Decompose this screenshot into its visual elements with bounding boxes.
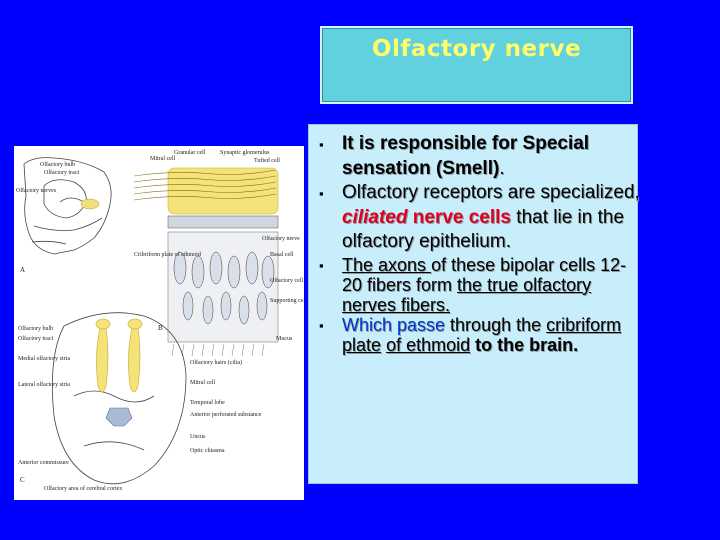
figure-label: Tufted cell <box>254 158 280 164</box>
figure-label: Synaptic glomerulus <box>220 150 270 156</box>
bullet-text: , <box>634 182 640 203</box>
slide-title: Olfactory nerve <box>371 36 582 62</box>
panel-b-cribriform-plate <box>168 216 278 228</box>
bullet-text: cribriform plate <box>342 314 622 355</box>
figure-label: Olfactory area of cerebral cortex <box>44 486 123 492</box>
bullet-text: to the brain. <box>475 334 579 355</box>
figure-label: Optic chiasma <box>190 448 225 454</box>
bullet-square-icon: ▪ <box>319 137 324 152</box>
panel-a-olfactory-region <box>81 199 99 209</box>
figure-label: Olfactory nerve <box>262 236 300 242</box>
figure-label: Granular cell <box>174 150 206 156</box>
bullet-text: Olfactory receptors are specialized <box>342 182 635 203</box>
bullet-text: The axons <box>342 254 432 275</box>
figure-label: Olfactory bulb <box>18 326 54 332</box>
bullet-text: of these bipolar cells 12-20 fibers form <box>342 254 627 295</box>
figure-label: Olfactory hairs (cilia) <box>190 360 242 366</box>
panel-c-optic-chiasma <box>106 408 132 426</box>
figure-label: Cribriform plate of ethmoid <box>134 252 201 258</box>
olfactory-anatomy-figure <box>14 146 304 500</box>
bullet-text-highlight: nerve cells <box>412 206 512 228</box>
panel-c-brain-outline <box>52 313 186 484</box>
figure-label: C <box>20 476 25 484</box>
figure-label: Olfactory nerves <box>16 188 57 194</box>
figure-label: A <box>20 266 26 274</box>
bullet-text: the true olfactory nerves fibers. <box>342 274 592 315</box>
figure-label: Lateral olfactory stria <box>18 382 70 388</box>
panel-b-bulb-layer <box>168 168 278 214</box>
figure-label: Anterior perforated substance <box>190 412 262 418</box>
bullet-square-icon: ▪ <box>319 317 324 333</box>
figure-label: Olfactory cell <box>270 278 304 284</box>
bullet-item <box>310 132 640 181</box>
figure-label: Anterior commissure <box>18 460 69 466</box>
bullet-list <box>310 132 640 355</box>
figure-label: Mitral cell <box>190 380 216 386</box>
figure-label: Olfactory bulb <box>40 162 76 168</box>
figure-label: Temporal lobe <box>190 400 225 406</box>
figure-label: Basal cell <box>270 252 294 258</box>
bullet-square-icon: ▪ <box>319 186 324 201</box>
figure-label: Mitral cell <box>150 156 176 162</box>
bullet-text: It is responsible for Special sensation (Smell) <box>342 133 590 179</box>
bullet-item <box>310 315 640 355</box>
figure-label: Medial olfactory stria <box>18 356 70 362</box>
bullet-text: Which passe <box>342 314 446 335</box>
bullet-text: . <box>499 157 505 179</box>
figure-label: Supporting cell <box>270 298 304 304</box>
figure-label: Olfactory tract <box>18 336 54 342</box>
panel-b-cilia <box>172 344 264 356</box>
bullet-item <box>310 181 640 255</box>
title-box <box>320 26 633 104</box>
figure-label: B <box>158 324 163 332</box>
figure-label: Mucus <box>276 336 293 342</box>
bullet-text-highlight: ciliated <box>342 206 408 228</box>
figure-label: Uncus <box>190 434 206 440</box>
figure-label: Olfactory tract <box>44 170 80 176</box>
bullet-text: of ethmoid <box>386 334 471 355</box>
panel-c-olfactory-tracts <box>96 319 142 392</box>
bullet-text: through the <box>445 314 547 335</box>
panel-b-epithelium <box>168 232 278 342</box>
bullet-item <box>310 255 640 315</box>
bullet-text: that lie in the olfactory epithelium. <box>342 206 625 252</box>
bullet-square-icon: ▪ <box>319 257 324 273</box>
